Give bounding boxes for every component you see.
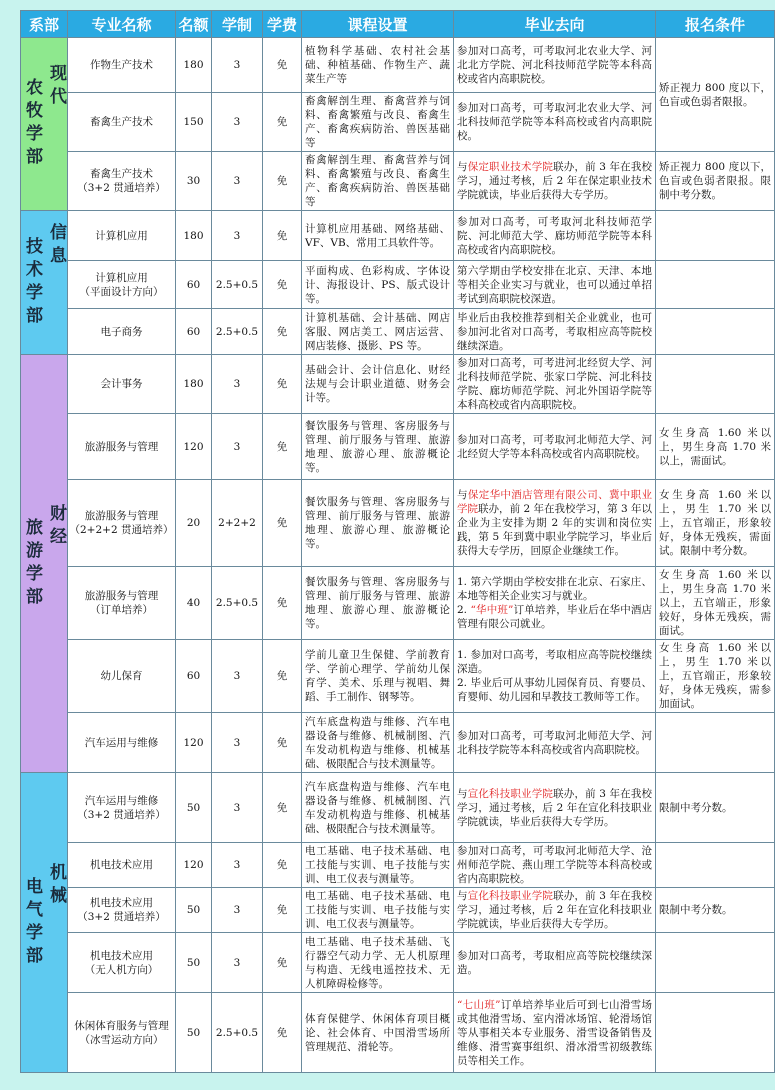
courses-text: 体育保健学、休闲体育项目概论、社会体育、中国滑雪场所管理规范、滑轮等。 [305, 1012, 450, 1053]
requirements [656, 843, 775, 888]
dept-cell [21, 211, 68, 355]
major-name-text: 汽车运用与维修 [84, 736, 159, 749]
courses [302, 38, 454, 93]
requirements [656, 888, 775, 933]
major-name-text: 电子商务 [100, 325, 143, 338]
destination-text: 与 [457, 890, 468, 902]
destination [454, 211, 656, 261]
major-name [68, 993, 176, 1073]
header-fee: 学费 [263, 11, 302, 38]
fee [263, 843, 302, 888]
table-row [21, 567, 775, 640]
courses-text: 餐饮服务与管理、客房服务与管理、前厅服务与管理、旅游地理、旅游心理、旅游概论等。 [305, 496, 450, 550]
requirements-text: 限制中考分数。 [659, 801, 733, 814]
quota-value: 120 [183, 440, 204, 453]
major-name-text: 旅游服务与管理 [84, 440, 159, 453]
enrollment-table [20, 10, 775, 1073]
destination [454, 773, 656, 843]
years [212, 152, 263, 211]
courses [302, 152, 454, 211]
table-row [21, 993, 775, 1073]
header-years: 学制 [212, 11, 263, 38]
dept-name-part: 财经 [46, 503, 66, 550]
dept-name [22, 64, 66, 170]
major-name [68, 309, 176, 355]
requirements [656, 640, 775, 713]
dept-name-col [46, 862, 66, 909]
table-row [21, 38, 775, 93]
major-name-text: 畜禽生产技术 （3+2 贯通培养） [77, 168, 166, 194]
major-name [68, 93, 176, 152]
quota [176, 309, 212, 355]
destination-text: 第六学期由学校安排在北京、天津、本地等相关企业实习与就业，也可以通过单招考试到高职院校深造。 [457, 264, 652, 305]
fee-value: 免 [276, 278, 288, 291]
quota-value: 20 [186, 517, 201, 529]
courses [302, 211, 454, 261]
courses-text: 电工基础、电子技术基础、飞行器空气动力学、无人机原理与构造、无线电遥控技术、无人机障碍检修等。 [305, 935, 450, 990]
requirements-text: 矫正视力 800 度以下，色盲或色弱者限报。限制中考分数。 [659, 161, 771, 201]
dept-name-part: 学部 [22, 124, 42, 170]
dept-name-part: 学部 [22, 922, 42, 969]
destination [454, 152, 656, 211]
table-row [21, 773, 775, 843]
quota-value: 50 [186, 1026, 201, 1039]
requirements-text: 限制中考分数。 [659, 904, 733, 916]
fee [263, 211, 302, 261]
destination-text: 联办，前 2 年在我校学习，第 3 年以企业为主安排为期 2 年的实训和岗位实践，第 5 年到冀中职业学院学习，毕业后获得大专学历，回原企业继续工作。 [457, 503, 652, 557]
major-name-text: 幼儿保育 [100, 670, 143, 682]
fee-value: 免 [276, 904, 288, 916]
dept-name-col [46, 64, 66, 110]
courses-text: 学前儿童卫生保健、学前教育学、学前心理学、学前幼儿保育学、美术、乐理与视唱、舞蹈、手工制作、钢琴等。 [305, 649, 450, 703]
years [212, 933, 263, 993]
major-name-text: 会计事务 [100, 378, 143, 390]
fee [263, 414, 302, 480]
requirements [656, 567, 775, 640]
requirements [656, 713, 775, 773]
dept-name-col [22, 518, 42, 610]
requirements-text: 女生身高 1.60 米以上，男生身高 1.70 米以上，五官端正，形象较好，身体无残疾，需面试。 [659, 569, 771, 637]
courses [302, 567, 454, 640]
quota [176, 211, 212, 261]
courses [302, 933, 454, 993]
dept-name-col [22, 78, 42, 170]
dept-name-part: 电气 [22, 876, 42, 923]
table-row [21, 309, 775, 355]
requirements [656, 355, 775, 414]
destination-highlight: 宣化科技职业学院 [467, 890, 554, 902]
years-value: 3 [233, 116, 241, 128]
requirements-text: 女生身高 1.60 米以上，男生 1.70 米以上，五官端正，形象较好，身体无残疾，需参加面试。 [659, 642, 771, 710]
major-name [68, 38, 176, 93]
quota [176, 261, 212, 309]
fee-value: 免 [276, 597, 288, 609]
table-body [21, 38, 775, 1073]
header-destination: 毕业去向 [454, 11, 656, 38]
fee [263, 355, 302, 414]
dept-name-part: 学部 [22, 282, 42, 329]
destination [454, 993, 656, 1073]
years [212, 38, 263, 93]
fee [263, 309, 302, 355]
table-row [21, 211, 775, 261]
requirements [656, 993, 775, 1073]
quota-value: 50 [186, 904, 201, 916]
years [212, 480, 263, 567]
requirements [656, 309, 775, 355]
dept-name-part: 农牧 [22, 78, 42, 124]
courses [302, 93, 454, 152]
requirements-text: 女生身高 1.60 米以上，男生 1.70 米以上，五官端正，形象较好，身体无残疾，需面试。限制中考分数。 [659, 489, 771, 557]
table-header [21, 11, 775, 38]
courses-text: 汽车底盘构造与维修、汽车电器设备与维修、机械制图、汽车发动机构造与维修、机械基础、极限配合与技术测量等。 [305, 715, 450, 770]
table-row [21, 640, 775, 713]
major-name [68, 211, 176, 261]
destination-text: 与 [457, 161, 468, 173]
quota [176, 480, 212, 567]
dept-name-part: 信息 [46, 222, 66, 269]
destination-text: 参加对口高考，可考取河北科技师范学院、河北师范大学、廊坊师范学院等本科高校或省内高职院校。 [457, 215, 652, 256]
years-value: 3 [233, 59, 241, 71]
years-value: 3 [233, 736, 241, 749]
quota-value: 50 [186, 801, 201, 814]
years [212, 713, 263, 773]
destination-text: 参加对口高考，可考取河北师范大学、河北科技学院等本科高校或省内高职院校。 [457, 729, 652, 756]
quota [176, 713, 212, 773]
quota [176, 567, 212, 640]
dept-name-col [22, 237, 42, 329]
destination [454, 93, 656, 152]
requirements [656, 152, 775, 211]
major-name [68, 640, 176, 713]
fee [263, 888, 302, 933]
courses-text: 汽车底盘构造与维修、汽车电器设备与维修、机械制图、汽车发动机构造与维修、机械基础、极限配合与技术测量等。 [305, 780, 450, 835]
years-value: 2+2+2 [218, 517, 256, 529]
major-name [68, 414, 176, 480]
table-row [21, 933, 775, 993]
courses-text: 餐饮服务与管理、客房服务与管理、前厅服务与管理、旅游地理、旅游心理、旅游概论等。 [305, 576, 450, 630]
header-quota: 名额 [176, 11, 212, 38]
destination-text: 参加对口高考，考取相应高等院校继续深造。 [457, 949, 652, 976]
destination-text: 参加对口高考，可考取河北师范大学、河北经贸大学等本科高校或省内高职院校。 [457, 433, 652, 460]
courses-text: 畜禽解剖生理、畜禽营养与饲料、畜禽繁殖与改良、畜禽生产、畜禽疾病防治、兽医基础等 [305, 154, 450, 208]
courses [302, 414, 454, 480]
fee [263, 93, 302, 152]
years-value: 2.5+0.5 [215, 1026, 259, 1039]
major-name [68, 355, 176, 414]
destination [454, 933, 656, 993]
table-row [21, 152, 775, 211]
quota-value: 180 [183, 378, 204, 390]
destination [454, 309, 656, 355]
years [212, 888, 263, 933]
destination [454, 414, 656, 480]
destination [454, 713, 656, 773]
major-name-text: 计算机应用 （平面设计方向） [79, 271, 164, 298]
destination [454, 355, 656, 414]
table-row [21, 261, 775, 309]
table-row [21, 843, 775, 888]
major-name-text: 旅游服务与管理 （2+2+2 贯通培养） [69, 510, 174, 536]
major-name-text: 休闲体育服务与管理 （冰雪运动方向） [74, 1019, 169, 1046]
fee-value: 免 [276, 378, 288, 390]
destination-text: 与 [457, 489, 468, 501]
fee [263, 993, 302, 1073]
header-major: 专业名称 [68, 11, 176, 38]
destination [454, 888, 656, 933]
fee [263, 773, 302, 843]
courses-text: 植物科学基础、农村社会基础、种植基础、作物生产、蔬菜生产等 [305, 45, 450, 85]
fee [263, 38, 302, 93]
quota-value: 40 [186, 597, 201, 609]
destination-text: 参加对口高考，可考取河北农业大学、河北北方学院、河北科技师范学院等本科高校或省内高职院校。 [457, 45, 652, 85]
major-name-text: 旅游服务与管理 （订单培养） [84, 590, 159, 616]
table-row [21, 888, 775, 933]
years [212, 993, 263, 1073]
fee [263, 152, 302, 211]
courses-text: 计算机基础、会计基础、网店客服、网店美工、网店运营、网店装修、摄影、PS 等。 [305, 311, 450, 352]
courses-text: 平面构成、色彩构成、字体设计、海报设计、PS、版式设计等。 [305, 264, 450, 305]
courses [302, 355, 454, 414]
destination-text: 订单培养，毕业后在华中酒店管理有限公司就业。 [457, 604, 653, 630]
years-value: 3 [233, 904, 241, 916]
requirements [656, 261, 775, 309]
quota [176, 640, 212, 713]
courses [302, 640, 454, 713]
years-value: 3 [233, 440, 241, 453]
table-row [21, 713, 775, 773]
destination-highlight: 保定职业技术学院 [467, 161, 554, 173]
destination-text: 参加对口高考，可考取河北师范大学、沧州师范学院、燕山理工学院等本科高校或省内高职院校。 [457, 845, 652, 885]
years [212, 843, 263, 888]
fee-value: 免 [276, 517, 288, 529]
courses [302, 888, 454, 933]
requirements [656, 480, 775, 567]
quota-value: 120 [183, 859, 204, 871]
fee-value: 免 [276, 325, 288, 338]
dept-name-col [46, 503, 66, 550]
major-name-text: 机电技术应用 （3+2 贯通培养） [77, 897, 166, 923]
destination [454, 38, 656, 93]
fee [263, 480, 302, 567]
destination [454, 480, 656, 567]
years [212, 93, 263, 152]
dept-name-part: 现代 [46, 64, 66, 110]
quota [176, 93, 212, 152]
years-value: 3 [233, 175, 241, 187]
years-value: 3 [233, 859, 241, 871]
requirements [656, 38, 775, 152]
major-name-text: 畜禽生产技术 [90, 116, 153, 128]
destination-text: 联办，前 3 年在我校学习，通过考核，后 2 年在宣化科技职业学院就读，毕业后获得大专学历。 [457, 890, 653, 930]
quota [176, 888, 212, 933]
header-requirements: 报名条件 [656, 11, 775, 38]
destination-text: 联办，前 3 年在我校学习，通过考核，后 2 年在保定职业技术学院就读，毕业后获得大专学历。 [457, 161, 653, 201]
table-row [21, 355, 775, 414]
courses-text: 基础会计、会计信息化、财经法规与会计职业道德、财务会计等。 [305, 364, 450, 404]
destination [454, 843, 656, 888]
fee [263, 261, 302, 309]
years [212, 567, 263, 640]
major-name [68, 933, 176, 993]
fee-value: 免 [276, 59, 288, 71]
dept-name-col [22, 877, 42, 969]
fee [263, 933, 302, 993]
courses [302, 773, 454, 843]
table-row [21, 480, 775, 567]
quota-value: 150 [183, 116, 204, 128]
years-value: 2.5+0.5 [215, 278, 259, 291]
major-name-text: 机电技术应用 [90, 859, 153, 871]
fee-value: 免 [276, 670, 288, 682]
dept-name-part: 技术 [22, 236, 42, 283]
destination-text: 参加对口高考，可考取河北农业大学、河北科技师范学院等本科高校或省内高职院校。 [457, 102, 652, 142]
requirements-text: 女生身高 1.60 米以上，男生身高 1.70 米以上，需面试。 [659, 426, 771, 467]
major-name-text: 机电技术应用 （无人机方向） [84, 949, 159, 976]
quota [176, 38, 212, 93]
destination-text: 参加对口高考，可考进河北经贸大学、河北科技师范学院、张家口学院、河北科技学院、廊坊师范学院、河北外国语学院等本科高校或省内高职院校。 [457, 357, 652, 411]
courses-text: 餐饮服务与管理、客房服务与管理、前厅服务与管理、旅游地理、旅游心理、旅游概论等。 [305, 419, 450, 474]
destination-text: 1. 第六学期由学校安排在北京、石家庄、本地等相关企业实习与就业。 2. [457, 576, 652, 616]
major-name [68, 843, 176, 888]
dept-name [22, 862, 66, 969]
courses-text: 计算机应用基础、网络基础、VF、VB、常用工具软件等。 [305, 222, 450, 249]
quota-value: 120 [183, 736, 204, 749]
major-name [68, 567, 176, 640]
years-value: 3 [233, 378, 241, 390]
dept-name-part: 学部 [22, 563, 42, 610]
destination-highlight: 保定华中酒店管理有限公司、冀中职业学院 [457, 489, 653, 515]
destination-text: 与 [457, 787, 468, 800]
courses-text: 电工基础、电子技术基础、电工技能与实训、电子技能与实训、电工仪表与测量等。 [305, 845, 450, 885]
quota-value: 60 [186, 670, 201, 682]
header-dept: 系部 [21, 11, 68, 38]
requirements [656, 773, 775, 843]
fee-value: 免 [276, 736, 288, 749]
years-value: 2.5+0.5 [215, 597, 259, 609]
years-value: 3 [233, 229, 241, 242]
destination [454, 640, 656, 713]
years-value: 3 [233, 670, 241, 682]
major-name [68, 261, 176, 309]
quota [176, 414, 212, 480]
destination [454, 261, 656, 309]
years [212, 261, 263, 309]
dept-name [22, 222, 66, 329]
courses [302, 261, 454, 309]
requirements [656, 211, 775, 261]
fee-value: 免 [276, 229, 288, 242]
major-name [68, 773, 176, 843]
years-value: 3 [233, 956, 241, 969]
dept-cell [21, 355, 68, 773]
requirements [656, 933, 775, 993]
courses [302, 993, 454, 1073]
major-name-text: 计算机应用 [95, 229, 148, 242]
fee-value: 免 [276, 956, 288, 969]
destination [454, 567, 656, 640]
quota-value: 60 [186, 325, 201, 338]
enrollment-table-container [20, 10, 774, 1073]
courses [302, 843, 454, 888]
fee-value: 免 [276, 859, 288, 871]
fee-value: 免 [276, 116, 288, 128]
destination-highlight: “华中班” [470, 604, 514, 616]
fee-value: 免 [276, 175, 288, 187]
years-value: 3 [233, 801, 241, 814]
quota-value: 30 [186, 175, 201, 187]
quota-value: 60 [186, 278, 201, 291]
quota [176, 843, 212, 888]
major-name [68, 713, 176, 773]
destination-text: 订单培养毕业后可到七山滑雪场或其他滑雪场、室内滑冰场馆、轮滑场馆等从事相关本专业服务、滑雪设备销售及维修、滑雪赛事组织、滑冰滑雪初级教练员等相关工作。 [457, 998, 652, 1067]
quota-value: 180 [183, 59, 204, 71]
dept-name [22, 503, 66, 610]
dept-cell [21, 38, 68, 211]
courses [302, 480, 454, 567]
major-name [68, 888, 176, 933]
header-courses: 课程设置 [302, 11, 454, 38]
dept-name-part: 机械 [46, 862, 66, 909]
quota-value: 180 [183, 229, 204, 242]
years [212, 211, 263, 261]
quota [176, 773, 212, 843]
quota [176, 993, 212, 1073]
major-name-text: 作物生产技术 [90, 59, 153, 71]
fee [263, 713, 302, 773]
dept-cell [21, 773, 68, 1073]
major-name [68, 480, 176, 567]
years-value: 2.5+0.5 [215, 325, 259, 338]
destination-text: 毕业后由我校推荐到相关企业就业，也可参加河北省对口高考，考取相应高等院校继续深造。 [457, 311, 652, 352]
years [212, 640, 263, 713]
dept-name-col [46, 222, 66, 269]
quota [176, 152, 212, 211]
destination-text: 1. 参加对口高考，考取相应高等院校继续深造。 2. 毕业后可从事幼儿园保育员、育婴员、育婴师、幼儿园和早教技工教师等工作。 [457, 649, 652, 703]
table-row [21, 414, 775, 480]
destination-highlight: “七山班” [457, 998, 501, 1011]
courses-text: 畜禽解剖生理、畜禽营养与饲料、畜禽繁殖与改良、畜禽生产、畜禽疾病防治、兽医基础等 [305, 95, 450, 149]
major-name [68, 152, 176, 211]
years [212, 773, 263, 843]
quota-value: 50 [186, 956, 201, 969]
years [212, 355, 263, 414]
fee [263, 640, 302, 713]
fee-value: 免 [276, 440, 288, 453]
dept-name-part: 旅游 [22, 517, 42, 564]
major-name-text: 汽车运用与维修 （3+2 贯通培养） [77, 794, 166, 821]
courses [302, 309, 454, 355]
courses [302, 713, 454, 773]
destination-text: 联办，前 3 年在我校学习，通过考核，后 2 年在宣化科技职业学院就读，毕业后获得大专学历。 [457, 787, 653, 828]
quota [176, 933, 212, 993]
requirements [656, 414, 775, 480]
fee-value: 免 [276, 801, 288, 814]
fee [263, 567, 302, 640]
years [212, 309, 263, 355]
fee-value: 免 [276, 1026, 288, 1039]
requirements-text: 矫正视力 800 度以下，色盲或色弱者限报。 [659, 81, 771, 108]
quota [176, 355, 212, 414]
destination-highlight: 宣化科技职业学院 [467, 787, 554, 800]
courses-text: 电工基础、电子技术基础、电工技能与实训、电子技能与实训、电工仪表与测量等。 [305, 890, 450, 930]
years [212, 414, 263, 480]
